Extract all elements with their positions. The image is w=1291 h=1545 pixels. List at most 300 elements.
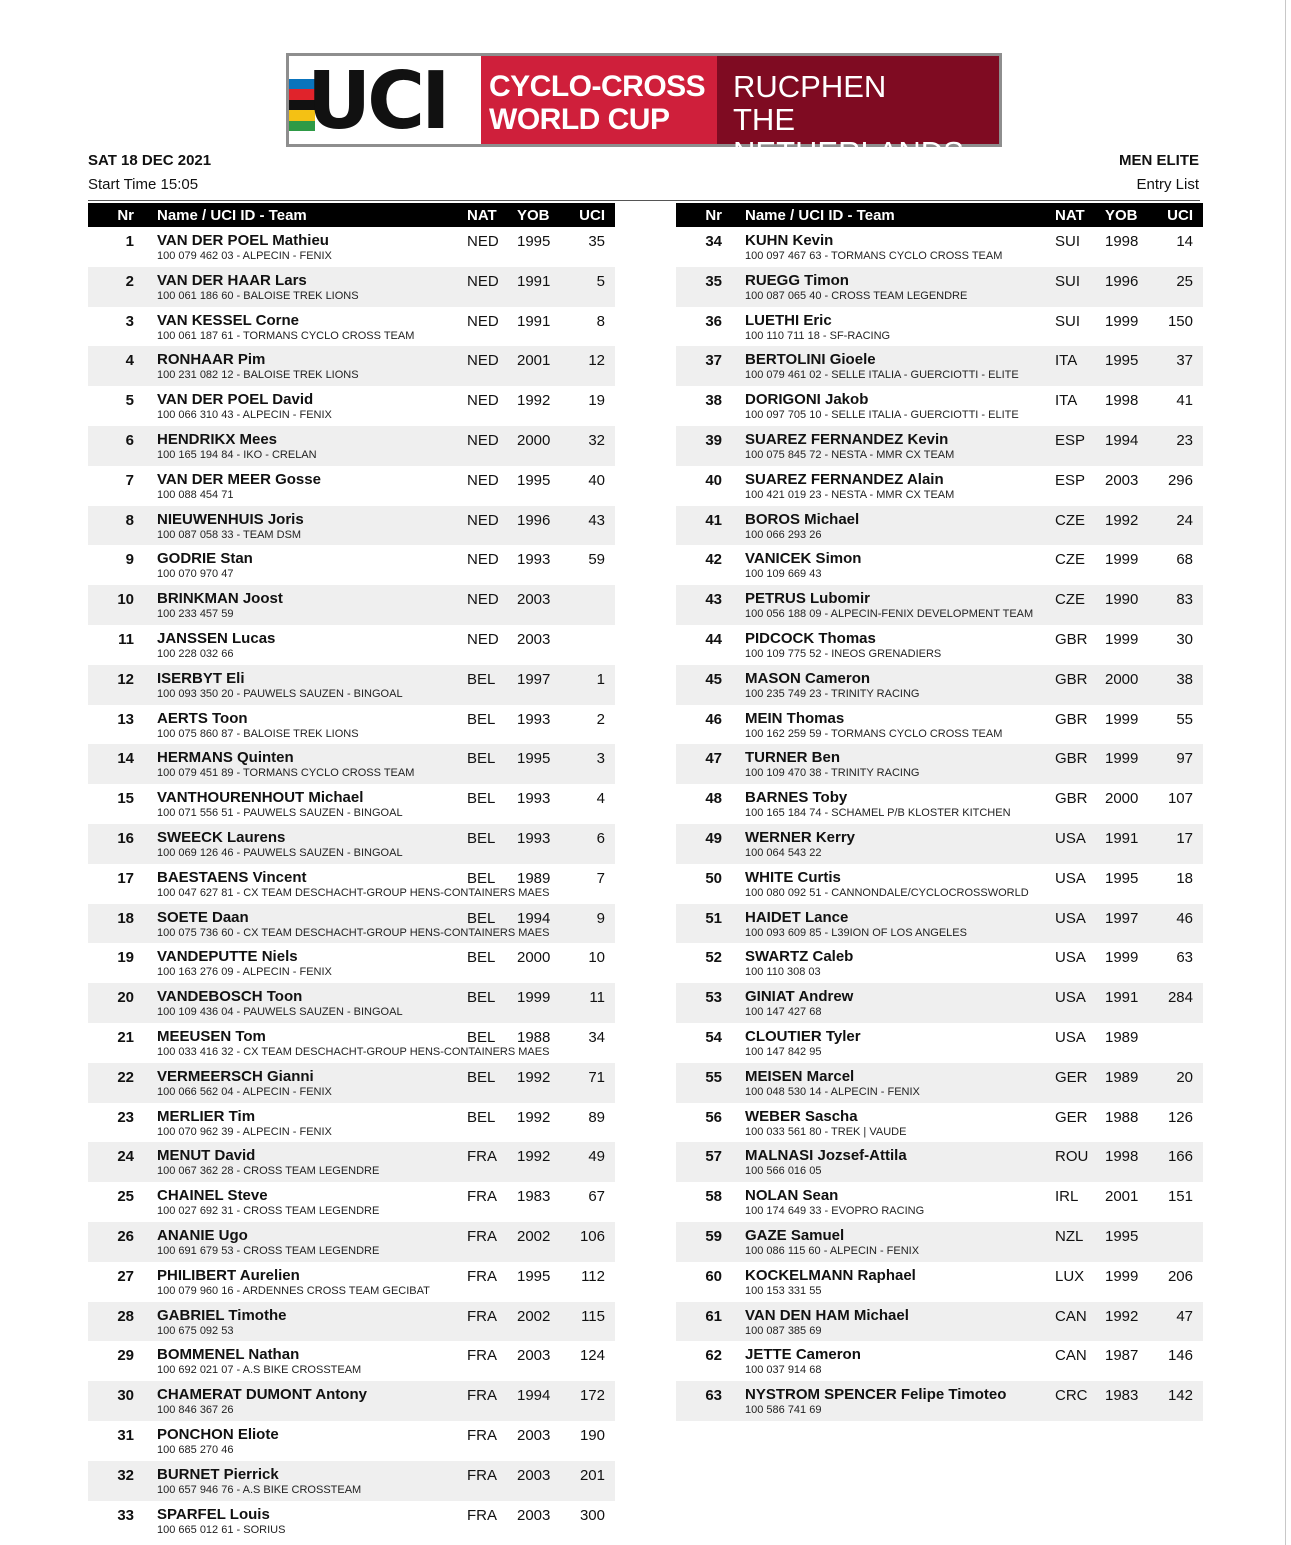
- entry-number: 24: [117, 1148, 134, 1166]
- table-row: [676, 386, 1203, 426]
- header-name: Name / UCI ID - Team: [157, 207, 307, 224]
- document-type: Entry List: [1136, 176, 1199, 193]
- uci-id-team: 100 070 970 47: [157, 568, 234, 581]
- year-of-birth: 1999: [1105, 1267, 1139, 1285]
- rider-name: BOROS Michael: [745, 510, 860, 528]
- uci-ranking: 150: [1167, 312, 1193, 330]
- entry-number: 40: [705, 471, 722, 489]
- nationality: GBR: [1055, 710, 1088, 728]
- rider-name: MALNASI Jozsef-Attila: [745, 1147, 907, 1165]
- uci-logo: [289, 55, 481, 147]
- nationality: USA: [1055, 949, 1086, 967]
- uci-ranking: 18: [1176, 869, 1193, 887]
- uci-id-team: 100 231 082 12 - BALOISE TREK LIONS: [157, 369, 359, 382]
- year-of-birth: 1998: [1105, 1148, 1139, 1166]
- uci-ranking: 55: [1176, 710, 1193, 728]
- nationality: SUI: [1055, 312, 1081, 330]
- table-row: [676, 824, 1203, 864]
- uci-ranking: 12: [588, 352, 605, 370]
- table-row: [88, 983, 615, 1023]
- rider-name: CHAINEL Steve: [157, 1187, 268, 1205]
- nationality: BEL: [467, 750, 496, 768]
- rider-name: RONHAAR Pim: [157, 351, 266, 369]
- nationality: NED: [467, 471, 499, 489]
- entry-number: 60: [705, 1267, 722, 1285]
- uci-ranking: 41: [1176, 392, 1193, 410]
- header-uci: UCI: [1167, 207, 1193, 224]
- entry-number: 59: [705, 1227, 722, 1245]
- uci-id-team: 100 027 692 31 - CROSS TEAM LEGENDRE: [157, 1205, 380, 1218]
- entry-number: 56: [705, 1108, 722, 1126]
- rider-name: KOCKELMANN Raphael: [745, 1266, 916, 1284]
- entry-number: 16: [117, 829, 134, 847]
- table-row: [676, 943, 1203, 983]
- header-divider: [88, 200, 1200, 201]
- year-of-birth: 1991: [517, 312, 551, 330]
- year-of-birth: 2001: [1105, 1188, 1139, 1206]
- year-of-birth: 1997: [517, 670, 551, 688]
- entry-number: 25: [117, 1188, 134, 1206]
- nationality: BEL: [467, 1108, 496, 1126]
- entry-number: 44: [705, 630, 722, 648]
- entry-number: 11: [118, 630, 134, 648]
- table-row: [676, 864, 1203, 904]
- rider-name: KUHN Kevin: [745, 232, 834, 249]
- uci-id-team: 100 109 669 43: [745, 568, 822, 581]
- year-of-birth: 1989: [1105, 1028, 1139, 1046]
- rider-name: SPARFEL Louis: [157, 1505, 270, 1523]
- entry-number: 38: [705, 392, 722, 410]
- uci-ranking: 23: [1176, 431, 1193, 449]
- rider-name: NYSTROM SPENCER Felipe Timoteo: [745, 1386, 1007, 1404]
- nationality: BEL: [467, 1028, 496, 1046]
- nationality: USA: [1055, 909, 1086, 927]
- table-row: [88, 1421, 615, 1461]
- entry-number: 1: [125, 233, 134, 250]
- nationality: GBR: [1055, 630, 1088, 648]
- entry-number: 21: [117, 1028, 134, 1046]
- uci-ranking: 115: [581, 1307, 605, 1325]
- year-of-birth: 2000: [517, 431, 551, 449]
- uci-ranking: 3: [596, 750, 605, 768]
- table-row: [88, 1222, 615, 1262]
- uci-ranking: 24: [1176, 511, 1193, 529]
- rider-name: BURNET Pierrick: [157, 1465, 279, 1483]
- year-of-birth: 1998: [1105, 233, 1139, 250]
- uci-ranking: 83: [1176, 591, 1193, 609]
- entry-number: 28: [117, 1307, 134, 1325]
- year-of-birth: 2003: [517, 1466, 551, 1484]
- year-of-birth: 1993: [517, 790, 551, 808]
- uci-ranking: 34: [588, 1028, 605, 1046]
- uci-id-team: 100 109 775 52 - INEOS GRENADIERS: [745, 647, 942, 660]
- uci-ranking: 68: [1176, 551, 1193, 569]
- nationality: NED: [467, 352, 499, 370]
- uci-id-team: 100 586 741 69: [745, 1404, 822, 1417]
- rider-name: MERLIER Tim: [157, 1107, 256, 1125]
- year-of-birth: 1999: [1105, 630, 1139, 648]
- entry-number: 62: [705, 1347, 722, 1365]
- table-row: [676, 705, 1203, 745]
- year-of-birth: 1993: [517, 710, 551, 728]
- uci-ranking: 20: [1176, 1068, 1193, 1086]
- entry-number: 61: [705, 1307, 722, 1325]
- rider-name: ISERBYT Eli: [157, 669, 245, 687]
- uci-id-team: 100 079 960 16 - ARDENNES CROSS TEAM GECIBAT: [157, 1284, 430, 1297]
- uci-ranking: 49: [588, 1148, 605, 1166]
- entry-number: 20: [117, 989, 134, 1007]
- header-nr: Nr: [705, 207, 722, 224]
- event-venue: [717, 56, 999, 170]
- header-name: Name / UCI ID - Team: [745, 207, 895, 224]
- entry-number: 14: [117, 750, 134, 768]
- uci-ranking: 284: [1167, 989, 1193, 1007]
- uci-ranking: 166: [1167, 1148, 1193, 1166]
- nationality: GBR: [1055, 750, 1088, 768]
- table-row: [676, 1103, 1203, 1143]
- table-row: [88, 307, 615, 347]
- year-of-birth: 1988: [517, 1028, 551, 1046]
- rider-name: MEIN Thomas: [745, 709, 845, 727]
- entry-number: 49: [705, 829, 722, 847]
- entry-number: 15: [117, 790, 134, 808]
- entry-number: 53: [705, 989, 722, 1007]
- entry-number: 23: [117, 1108, 134, 1126]
- nationality: FRA: [467, 1387, 497, 1405]
- year-of-birth: 1988: [1105, 1108, 1139, 1126]
- uci-ranking: 19: [588, 392, 605, 410]
- table-row: [88, 1262, 615, 1302]
- table-row: [676, 1142, 1203, 1182]
- table-row: [88, 744, 615, 784]
- uci-id-team: 100 075 845 72 - NESTA - MMR CX TEAM: [745, 448, 955, 461]
- table-row: [88, 1063, 615, 1103]
- uci-id-team: 100 147 842 95: [745, 1045, 822, 1058]
- nationality: BEL: [467, 829, 496, 847]
- rider-name: JANSSEN Lucas: [157, 629, 276, 647]
- rider-name: SUAREZ FERNANDEZ Alain: [745, 470, 944, 488]
- table-row: [676, 983, 1203, 1023]
- uci-id-team: 100 079 451 89 - TORMANS CYCLO CROSS TEAM: [157, 767, 415, 780]
- year-of-birth: 1983: [1105, 1387, 1139, 1405]
- uci-ranking: 46: [1176, 909, 1193, 927]
- nationality: NZL: [1055, 1227, 1084, 1245]
- rider-name: JETTE Cameron: [745, 1346, 861, 1364]
- uci-id-team: 100 067 362 28 - CROSS TEAM LEGENDRE: [157, 1165, 380, 1178]
- uci-ranking: 206: [1167, 1267, 1193, 1285]
- rider-name: PONCHON Eliote: [157, 1425, 279, 1443]
- year-of-birth: 2002: [517, 1307, 551, 1325]
- nationality: NED: [467, 551, 499, 569]
- entry-number: 6: [125, 431, 134, 449]
- uci-ranking: 17: [1176, 829, 1193, 847]
- nationality: NED: [467, 272, 499, 290]
- nationality: NED: [467, 591, 499, 609]
- rider-name: LUETHI Eric: [745, 311, 832, 329]
- year-of-birth: 2003: [517, 1347, 551, 1365]
- uci-ranking: 6: [596, 829, 605, 847]
- year-of-birth: 1994: [517, 1387, 551, 1405]
- uci-ranking: 37: [1176, 352, 1193, 370]
- table-row: [676, 1381, 1203, 1421]
- rider-name: SWARTZ Caleb: [745, 948, 854, 966]
- table-row: [88, 1302, 615, 1342]
- uci-ranking: 10: [588, 949, 605, 967]
- uci-id-team: 100 075 860 87 - BALOISE TREK LIONS: [157, 727, 359, 740]
- rider-name: WEBER Sascha: [745, 1107, 858, 1125]
- event-title: [481, 56, 717, 144]
- table-row: [676, 1023, 1203, 1063]
- uci-ranking: 97: [1176, 750, 1193, 768]
- table-row: [88, 466, 615, 506]
- uci-ranking: 38: [1176, 670, 1193, 688]
- year-of-birth: 1991: [517, 272, 551, 290]
- year-of-birth: 2000: [1105, 790, 1139, 808]
- table-row: [88, 1182, 615, 1222]
- nationality: NED: [467, 630, 499, 648]
- table-row: [88, 943, 615, 983]
- table-row: [88, 1023, 615, 1063]
- nationality: FRA: [467, 1227, 497, 1245]
- year-of-birth: 1997: [1105, 909, 1139, 927]
- rider-name: WHITE Curtis: [745, 868, 841, 886]
- entry-number: 29: [117, 1347, 134, 1365]
- rider-name: SUAREZ FERNANDEZ Kevin: [745, 430, 949, 448]
- year-of-birth: 2003: [517, 630, 551, 648]
- uci-id-team: 100 165 184 74 - SCHAMEL P/B KLOSTER KITCHEN: [745, 807, 1011, 820]
- uci-id-team: 100 061 186 60 - BALOISE TREK LIONS: [157, 289, 359, 302]
- uci-id-team: 100 056 188 09 - ALPECIN-FENIX DEVELOPMENT TEAM: [745, 608, 1034, 621]
- uci-ranking: 112: [581, 1267, 605, 1285]
- uci-id-team: 100 097 467 63 - TORMANS CYCLO CROSS TEAM: [745, 250, 1003, 262]
- uci-ranking: 30: [1176, 630, 1193, 648]
- year-of-birth: 1999: [1105, 949, 1139, 967]
- rider-name: MENUT David: [157, 1147, 256, 1165]
- entry-number: 45: [705, 670, 722, 688]
- page-edge-rule: [1285, 0, 1286, 1545]
- entry-number: 41: [705, 511, 722, 529]
- entry-number: 57: [705, 1148, 722, 1166]
- uci-id-team: 100 087 385 69: [745, 1324, 822, 1337]
- nationality: BEL: [467, 1068, 496, 1086]
- year-of-birth: 1987: [1105, 1347, 1139, 1365]
- year-of-birth: 1991: [1105, 989, 1139, 1007]
- rider-name: GODRIE Stan: [157, 550, 253, 568]
- uci-id-team: 100 097 705 10 - SELLE ITALIA - GUERCIOTTI - ELITE: [745, 409, 1019, 422]
- nationality: CZE: [1055, 591, 1085, 609]
- entry-number: 63: [705, 1387, 722, 1405]
- uci-id-team: 100 079 462 03 - ALPECIN - FENIX: [157, 250, 332, 262]
- entry-number: 3: [125, 312, 134, 330]
- year-of-birth: 1994: [1105, 431, 1139, 449]
- uci-ranking: 201: [579, 1466, 605, 1484]
- header-yob: YOB: [517, 207, 550, 224]
- rider-name: BAESTAENS Vincent: [157, 868, 307, 886]
- uci-ranking: 59: [588, 551, 605, 569]
- year-of-birth: 1993: [517, 829, 551, 847]
- nationality: NED: [467, 511, 499, 529]
- year-of-birth: 2002: [517, 1227, 551, 1245]
- start-time: Start Time 15:05: [88, 176, 199, 193]
- table-row: [676, 227, 1203, 267]
- uci-id-team: 100 070 962 39 - ALPECIN - FENIX: [157, 1125, 332, 1138]
- year-of-birth: 1999: [1105, 551, 1139, 569]
- uci-id-team: 100 657 946 76 - A.S BIKE CROSSTEAM: [157, 1483, 362, 1496]
- entry-number: 46: [705, 710, 722, 728]
- rider-name: PETRUS Lubomir: [745, 590, 871, 608]
- table-row: [676, 744, 1203, 784]
- entry-number: 31: [117, 1426, 134, 1444]
- rider-name: VAN DER POEL Mathieu: [157, 232, 329, 249]
- table-row: [88, 1103, 615, 1143]
- uci-ranking: 146: [1167, 1347, 1193, 1365]
- nationality: BEL: [467, 790, 496, 808]
- entry-number: 32: [117, 1466, 134, 1484]
- entry-number: 4: [125, 352, 134, 370]
- uci-id-team: 100 109 436 04 - PAUWELS SAUZEN - BINGOAL: [157, 1006, 403, 1019]
- uci-id-team: 100 566 016 05: [745, 1165, 822, 1178]
- nationality: USA: [1055, 989, 1086, 1007]
- year-of-birth: 1996: [517, 511, 551, 529]
- uci-id-team: 100 066 562 04 - ALPECIN - FENIX: [157, 1085, 332, 1098]
- rider-name: VAN KESSEL Corne: [157, 311, 299, 329]
- uci-ranking: 25: [1176, 272, 1193, 290]
- rider-name: MASON Cameron: [745, 669, 871, 687]
- nationality: CAN: [1055, 1307, 1087, 1325]
- rider-name: BOMMENEL Nathan: [157, 1346, 300, 1364]
- nationality: NED: [467, 392, 499, 410]
- year-of-birth: 1995: [517, 1267, 551, 1285]
- entry-number: 52: [705, 949, 722, 967]
- year-of-birth: 1992: [517, 392, 551, 410]
- table-row: [88, 824, 615, 864]
- uci-id-team: 100 846 367 26: [157, 1404, 234, 1417]
- uci-id-team: 100 075 736 60 - CX TEAM DESCHACHT-GROUP HENS-CONTAINERS MAES: [157, 926, 550, 939]
- entry-number: 47: [705, 750, 722, 768]
- uci-id-team: 100 153 331 55: [745, 1284, 822, 1297]
- uci-id-team: 100 109 470 38 - TRINITY RACING: [745, 767, 920, 780]
- uci-id-team: 100 087 065 40 - CROSS TEAM LEGENDRE: [745, 289, 968, 302]
- year-of-birth: 2003: [517, 1506, 551, 1524]
- uci-id-team: 100 163 276 09 - ALPECIN - FENIX: [157, 966, 332, 979]
- uci-id-team: 100 665 012 61 - SORIUS: [157, 1523, 286, 1536]
- nationality: FRA: [467, 1148, 497, 1166]
- rider-name: BARNES Toby: [745, 789, 848, 807]
- rider-name: GINIAT Andrew: [745, 988, 854, 1006]
- table-row: [676, 466, 1203, 506]
- table-row: [88, 426, 615, 466]
- uci-id-team: 100 047 627 81 - CX TEAM DESCHACHT-GROUP HENS-CONTAINERS MAES: [157, 886, 550, 899]
- table-row: [676, 307, 1203, 347]
- uci-ranking: 126: [1167, 1108, 1193, 1126]
- table-row: [88, 227, 615, 267]
- table-row: [676, 346, 1203, 386]
- table-row: [676, 625, 1203, 665]
- table-row: [88, 545, 615, 585]
- uci-id-team: 100 174 649 33 - EVOPRO RACING: [745, 1205, 925, 1218]
- uci-id-team: 100 675 092 53: [157, 1324, 234, 1337]
- year-of-birth: 1993: [517, 551, 551, 569]
- nationality: FRA: [467, 1426, 497, 1444]
- nationality: FRA: [467, 1347, 497, 1365]
- uci-id-team: 100 080 092 51 - CANNONDALE/CYCLOCROSSWORLD: [745, 886, 1029, 899]
- year-of-birth: 1991: [1105, 829, 1139, 847]
- uci-id-team: 100 093 350 20 - PAUWELS SAUZEN - BINGOAL: [157, 687, 403, 700]
- uci-ranking: 40: [588, 471, 605, 489]
- rider-name: CLOUTIER Tyler: [745, 1027, 861, 1045]
- nationality: ESP: [1055, 431, 1086, 449]
- uci-id-team: 100 033 416 32 - CX TEAM DESCHACHT-GROUP HENS-CONTAINERS MAES: [157, 1045, 550, 1058]
- entry-number: 12: [117, 670, 134, 688]
- entry-table-left: [88, 203, 615, 1540]
- entry-number: 5: [125, 392, 134, 410]
- table-row: [676, 545, 1203, 585]
- entry-number: 30: [117, 1387, 134, 1405]
- year-of-birth: 1989: [517, 869, 551, 887]
- uci-ranking: 43: [588, 511, 605, 529]
- year-of-birth: 1992: [1105, 511, 1139, 529]
- rider-name: VANICEK Simon: [745, 550, 862, 568]
- nationality: IRL: [1055, 1188, 1079, 1206]
- entry-number: 10: [117, 591, 134, 609]
- entry-number: 19: [117, 949, 134, 967]
- uci-id-team: 100 685 270 46: [157, 1443, 234, 1456]
- rider-name: VAN DEN HAM Michael: [745, 1306, 909, 1324]
- entry-number: 39: [705, 431, 722, 449]
- table-row: [676, 267, 1203, 307]
- year-of-birth: 1992: [517, 1108, 551, 1126]
- nationality: ESP: [1055, 471, 1086, 489]
- entry-number: 48: [705, 790, 722, 808]
- table-row: [88, 506, 615, 546]
- uci-id-team: 100 064 543 22: [745, 846, 822, 859]
- table-row: [88, 1381, 615, 1421]
- year-of-birth: 1995: [517, 750, 551, 768]
- uci-ranking: 14: [1176, 233, 1193, 250]
- event-date: SAT 18 DEC 2021: [88, 152, 212, 169]
- rider-name: HAIDET Lance: [745, 908, 849, 926]
- nationality: CRC: [1055, 1387, 1088, 1405]
- entry-number: 18: [117, 909, 134, 927]
- year-of-birth: 1999: [1105, 710, 1139, 728]
- year-of-birth: 2003: [517, 1426, 551, 1444]
- rider-name: NOLAN Sean: [745, 1187, 839, 1205]
- year-of-birth: 1999: [1105, 750, 1139, 768]
- nationality: CZE: [1055, 551, 1085, 569]
- entry-number: 2: [125, 272, 134, 290]
- rider-name: BERTOLINI Gioele: [745, 351, 876, 369]
- nationality: CAN: [1055, 1347, 1087, 1365]
- uci-id-team: 100 066 293 26: [745, 528, 822, 541]
- header-nr: Nr: [117, 207, 134, 224]
- entry-rows: [88, 227, 615, 1540]
- uci-ranking: 9: [596, 909, 605, 927]
- uci-id-team: 100 235 749 23 - TRINITY RACING: [745, 687, 920, 700]
- uci-ranking: 4: [596, 790, 605, 808]
- uci-ranking: 5: [596, 272, 605, 290]
- year-of-birth: 1999: [1105, 312, 1139, 330]
- uci-ranking: 106: [579, 1227, 605, 1245]
- uci-id-team: 100 061 187 61 - TORMANS CYCLO CROSS TEAM: [157, 329, 415, 342]
- nationality: FRA: [467, 1267, 497, 1285]
- year-of-birth: 1995: [517, 471, 551, 489]
- nationality: BEL: [467, 909, 496, 927]
- entry-number: 42: [705, 551, 722, 569]
- header-nat: NAT: [1055, 207, 1085, 224]
- uci-ranking: 7: [596, 869, 605, 887]
- table-row: [88, 386, 615, 426]
- uci-id-team: 100 066 310 43 - ALPECIN - FENIX: [157, 409, 332, 422]
